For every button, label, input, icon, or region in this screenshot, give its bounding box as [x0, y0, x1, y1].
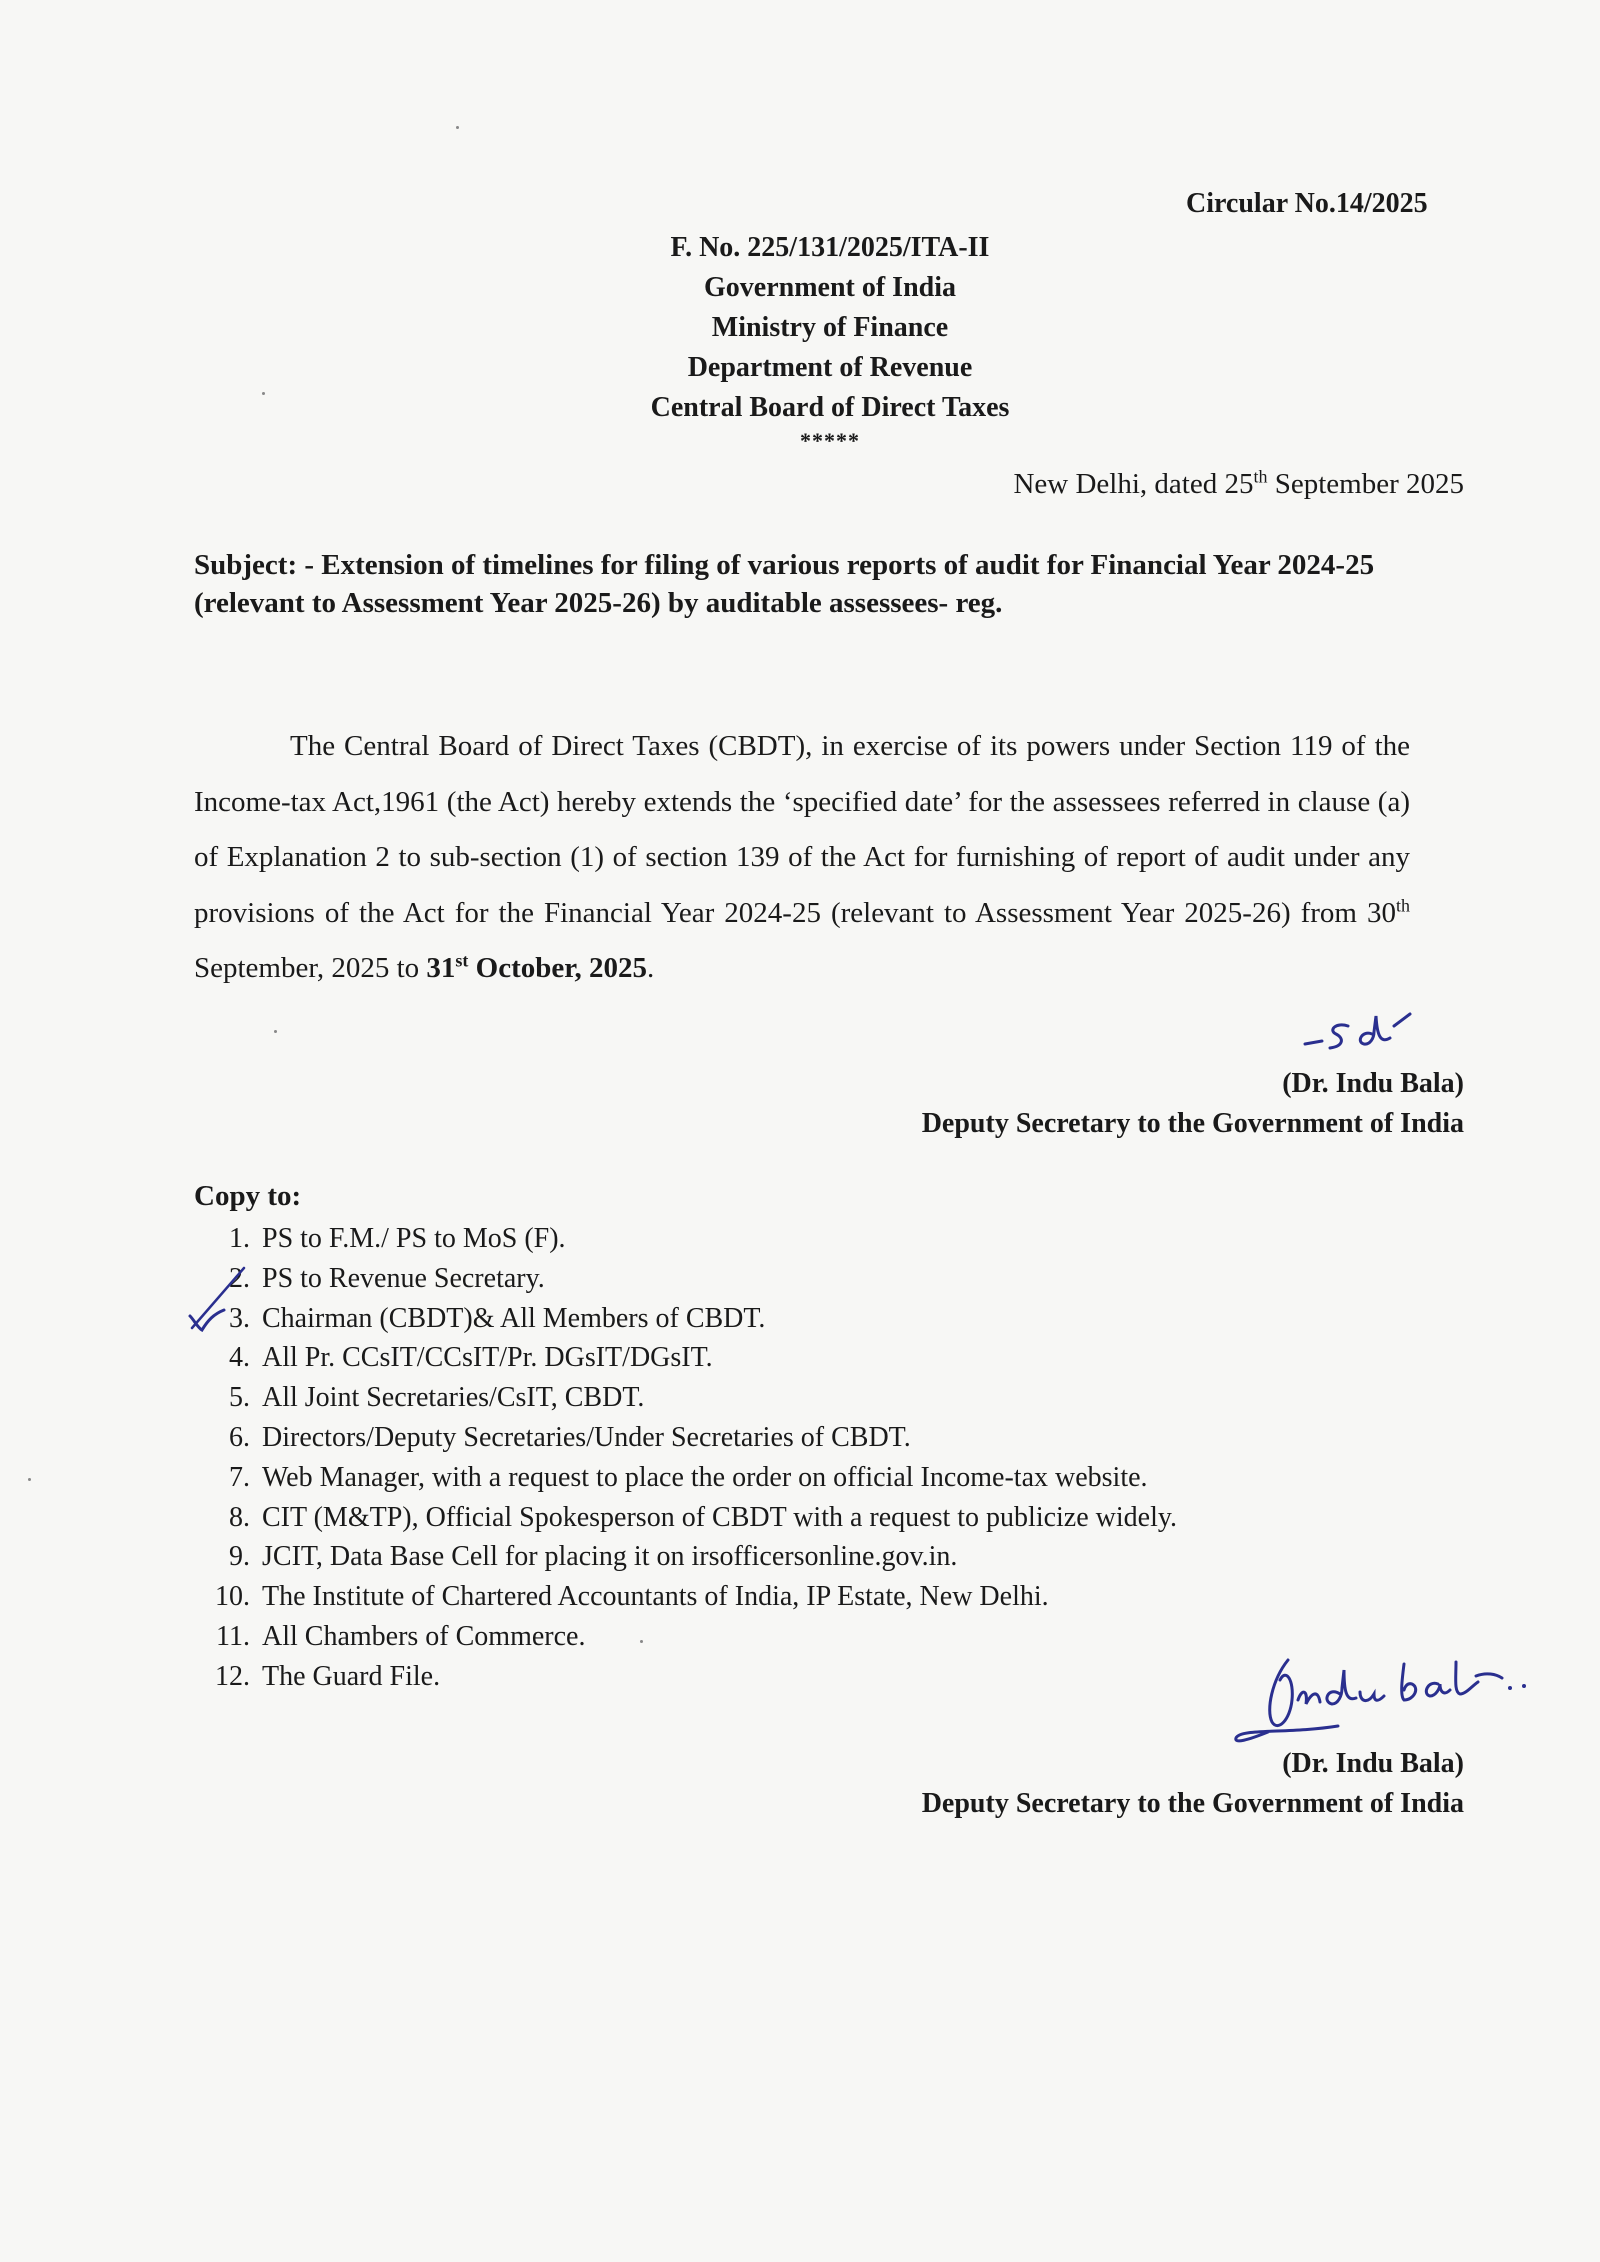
copy-to-item-number: 11. [216, 1620, 250, 1652]
copy-to-item-text: CIT (M&TP), Official Spokesperson of CBDT with a request to publicize widely. [262, 1501, 1178, 1533]
copy-to-item-number: 6. [229, 1421, 250, 1453]
copy-to-item [194, 1259, 1374, 1299]
handwritten-signature [1228, 1640, 1528, 1760]
signatory-designation: Deputy Secretary to the Government of India [921, 1108, 1464, 1139]
scan-speck [274, 1030, 277, 1033]
copy-to-item-text: Directors/Deputy Secretaries/Under Secretaries of CBDT. [262, 1421, 911, 1453]
copy-to-item [194, 1299, 1374, 1339]
extended-date: 31st October, 2025 [426, 950, 647, 984]
copy-to-item-number: 8. [229, 1501, 250, 1533]
copy-to-item-number: 9. [229, 1541, 250, 1573]
copy-to-item [194, 1577, 1374, 1617]
copy-to-item-number: 12. [215, 1660, 250, 1692]
signatory-block-1 [564, 1064, 1464, 1144]
copy-to-item-number: 10. [215, 1581, 250, 1613]
copy-to-item [194, 1498, 1374, 1538]
copy-to-item [194, 1378, 1374, 1418]
copy-to-title: Copy to: [194, 1180, 302, 1212]
copy-to-item [194, 1617, 1374, 1657]
copy-to-item [194, 1537, 1374, 1577]
file-number: F. No. 225/131/2025/ITA-II [670, 232, 990, 263]
tick-mark-icon [184, 1258, 274, 1348]
copy-to-item [194, 1418, 1374, 1458]
copy-to-item-text: PS to F.M./ PS to MoS (F). [262, 1223, 566, 1254]
scan-speck [28, 1478, 31, 1481]
copy-to-item-text: All Pr. CCsIT/CCsIT/Pr. DGsIT/DGsIT. [262, 1342, 713, 1374]
scan-speck [640, 1640, 643, 1643]
subject-line: Subject: - Extension of timelines for filing of various reports of audit for Financial Year 2024-25 (relevant to Assessment Year 2025-26) by auditable assessees- reg. [194, 549, 1375, 619]
copy-to-list [194, 1219, 1374, 1697]
letterhead [560, 228, 1100, 454]
copy-to-item-text: All Chambers of Commerce. [262, 1620, 586, 1652]
stars-separator: ***** [800, 428, 860, 453]
government-name: Government of India [704, 272, 956, 303]
board-name: Central Board of Direct Taxes [650, 392, 1010, 423]
signatory-name: (Dr. Indu Bala) [1282, 1748, 1464, 1779]
signatory-block-2 [564, 1744, 1464, 1824]
dateline: New Delhi, dated 25th September 2025 [1013, 466, 1464, 500]
ministry-name: Ministry of Finance [711, 312, 949, 343]
department-name: Department of Revenue [687, 352, 973, 383]
copy-to-item [194, 1458, 1374, 1498]
signatory-designation: Deputy Secretary to the Government of India [921, 1788, 1464, 1819]
copy-to-item-number: 7. [229, 1461, 250, 1493]
copy-to-item [194, 1338, 1374, 1378]
copy-to-item-number: 4. [229, 1342, 250, 1374]
copy-to-item-number: 5. [229, 1382, 250, 1414]
copy-to-item-number: 2. [229, 1262, 250, 1294]
copy-to-item [194, 1219, 1374, 1259]
sd-signature-mark [1300, 1004, 1430, 1064]
copy-to-item-text: All Joint Secretaries/CsIT, CBDT. [262, 1382, 645, 1414]
copy-to-item-number: 1. [229, 1223, 250, 1254]
copy-to-item-text: PS to Revenue Secretary. [262, 1262, 545, 1294]
body-paragraph: The Central Board of Direct Taxes (CBDT), in exercise of its powers under Section 119 of the Income-tax Act,1961 (the Act) hereby extends the ‘specified date’ for the assessees referred in clause (a) of Explanation 2 to sub-section (1) of section 139 of the Act for furnishing of report of audit under any provisions of the Act for the Financial Year 2024-25 (relevant to Assessment Year 2025-26) from 30th September, 2025 to 31st October, 2025. [194, 730, 1410, 984]
copy-to-item-text: The Institute of Chartered Accountants of India, IP Estate, New Delhi. [262, 1581, 1049, 1613]
copy-to-item-text: Web Manager, with a request to place the order on official Income-tax website. [262, 1461, 1148, 1493]
signatory-name: (Dr. Indu Bala) [1282, 1068, 1464, 1099]
scan-speck [262, 392, 265, 395]
copy-to-item-number: 3. [229, 1302, 250, 1334]
copy-to-item [194, 1657, 1374, 1697]
circular-number: Circular No.14/2025 [1186, 188, 1428, 219]
copy-to-item-text: Chairman (CBDT)& All Members of CBDT. [262, 1302, 766, 1334]
copy-to-item-text: The Guard File. [262, 1660, 441, 1692]
scan-speck [456, 126, 459, 129]
copy-to-item-text: JCIT, Data Base Cell for placing it on irsofficersonline.gov.in. [262, 1541, 958, 1573]
